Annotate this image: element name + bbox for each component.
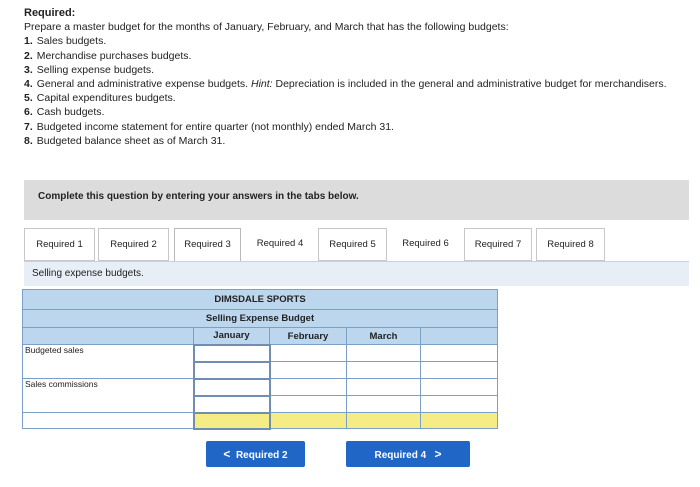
row4-march-input[interactable] (347, 396, 421, 413)
requirement-item: 6. Cash budgets. (24, 106, 105, 119)
tab-required-1[interactable]: Required 1 (24, 228, 95, 261)
budgeted-sales-february-input[interactable] (270, 345, 347, 362)
requirement-item: 8. Budgeted balance sheet as of March 31. (24, 134, 226, 147)
row2-january-input[interactable] (194, 362, 270, 379)
prev-required-button[interactable]: < Required 2 (206, 441, 305, 467)
tab-required-5[interactable]: Required 5 (318, 228, 387, 261)
row2-february-input[interactable] (270, 362, 347, 379)
sales-commissions-february-input[interactable] (270, 379, 347, 396)
hint-label: Hint: (250, 78, 273, 91)
row4-february-input[interactable] (270, 396, 347, 413)
budgeted-sales-march-input[interactable] (347, 345, 421, 362)
row2-march-input[interactable] (347, 362, 421, 379)
requirement-item: 5. Capital expenditures budgets. (24, 92, 176, 105)
requirement-item: 2. Merchandise purchases budgets. (24, 49, 192, 62)
sales-commissions-march-input[interactable] (347, 379, 421, 396)
next-required-button[interactable]: Required 4 > (346, 441, 470, 467)
requirements-block (24, 6, 689, 148)
tab-bar (24, 228, 689, 261)
tab-required-3[interactable]: Required 3 (174, 228, 241, 262)
section-header (24, 261, 689, 286)
tab-required-6[interactable]: Required 6 (402, 238, 449, 249)
month-january: January (194, 328, 270, 345)
requirement-item: 7. Budgeted income statement for entire quarter (not monthly) ended March 31. (24, 120, 394, 133)
requirement-item: 4. General and administrative expense budgets. Hint: Depreciation is included in the general and administrative budget for merchandisers. (24, 78, 667, 91)
sales-commissions-january-input[interactable] (194, 379, 270, 396)
requirements-intro: Prepare a master budget for the months of January, February, and March that has the following budgets: (24, 21, 509, 34)
row4-january-input[interactable] (194, 396, 270, 413)
section-title: Selling expense budgets. (32, 268, 144, 279)
month-header-row (23, 328, 498, 345)
total-february-input[interactable] (270, 413, 347, 429)
instruction-text: Complete this question by entering your answers in the tabs below. (38, 191, 359, 202)
month-march: March (347, 328, 421, 345)
total-january-input[interactable] (194, 413, 270, 429)
budget-title: Selling Expense Budget (23, 310, 498, 328)
requirements-heading: Required: (24, 7, 76, 19)
budgeted-sales-january-input[interactable] (194, 345, 270, 362)
tab-required-7[interactable]: Required 7 (464, 228, 532, 261)
chevron-left-icon: < (223, 447, 231, 461)
tab-required-8[interactable]: Required 8 (536, 228, 605, 261)
instruction-banner (24, 180, 689, 220)
tab-required-4[interactable]: Required 4 (256, 238, 304, 249)
requirement-item: 3. Selling expense budgets. (24, 63, 155, 76)
sales-commissions-label: Sales commissions (23, 379, 194, 413)
month-february: February (270, 328, 347, 345)
total-row (23, 413, 498, 429)
table-row (23, 379, 498, 396)
tab-required-2[interactable]: Required 2 (98, 228, 169, 261)
selling-expense-budget-table (22, 289, 498, 430)
total-march-input[interactable] (347, 413, 421, 429)
chevron-right-icon: > (434, 447, 442, 461)
table-row (23, 345, 498, 362)
budgeted-sales-label: Budgeted sales (23, 345, 194, 379)
requirement-item: 1. Sales budgets. (24, 35, 107, 48)
company-name: DIMSDALE SPORTS (23, 290, 498, 310)
